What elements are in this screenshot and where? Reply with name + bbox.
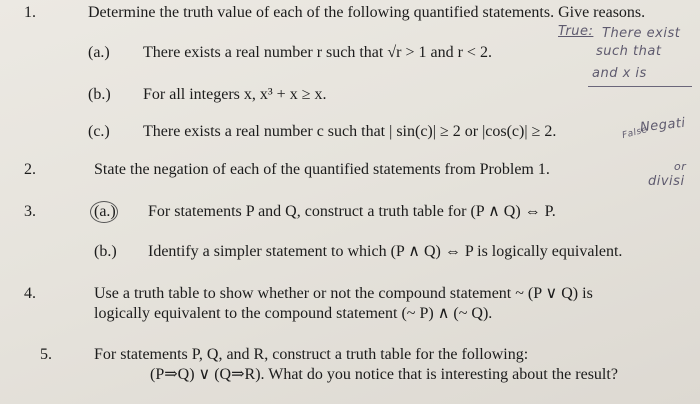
problem-3a-label: (a.): [94, 203, 116, 220]
handwritten-true-label: True:: [558, 24, 594, 39]
problem-5-line-2: (P⇒Q) ∨ (Q⇒R). What do you notice that is interesting about the result?: [150, 366, 618, 383]
problem-1a-label: (a.): [88, 44, 110, 61]
problem-2-number: 2.: [24, 161, 36, 178]
problem-3b-text: Identify a simpler statement to which (P ∧ Q) ⇔ P is logically equivalent.: [148, 243, 623, 260]
handwritten-or-note: or: [674, 160, 687, 173]
problem-1-text: Determine the truth value of each of the following quantified statements. Give reasons.: [88, 4, 646, 21]
problem-3a-text: For statements P and Q, construct a truth table for (P ∧ Q) ⇔ P.: [148, 203, 556, 220]
problem-3b-label: (b.): [94, 243, 117, 260]
problem-5-number: 5.: [40, 346, 52, 363]
problem-4-line-1: Use a truth table to show whether or not the compound statement ~ (P ∨ Q) is: [94, 285, 593, 302]
handwritten-negation-note: Negati: [639, 115, 687, 136]
handwritten-note-line-3: and x is: [592, 66, 647, 81]
problem-4-number: 4.: [24, 285, 36, 302]
handwritten-note-line-1: There exist: [602, 26, 681, 41]
handwritten-note-line-2: such that: [596, 44, 662, 59]
problem-1a-text: There exists a real number r such that √r > 1 and r < 2.: [143, 44, 492, 61]
handwritten-divis-note: divisi: [648, 174, 685, 189]
problem-1c-label: (c.): [88, 123, 110, 140]
problem-1c-text: There exists a real number c such that | sin(c)| ≥ 2 or |cos(c)| ≥ 2.: [143, 123, 557, 140]
handwritten-false-label: False: [621, 125, 649, 141]
problem-5-line-1: For statements P, Q, and R, construct a truth table for the following:: [94, 346, 529, 363]
problem-4-line-2: logically equivalent to the compound statement (~ P) ∧ (~ Q).: [94, 305, 493, 322]
problem-1b-text: For all integers x, x³ + x ≥ x.: [143, 86, 327, 103]
problem-2-text: State the negation of each of the quantified statements from Problem 1.: [94, 161, 550, 178]
problem-1-number: 1.: [24, 4, 36, 21]
problem-3-number: 3.: [24, 203, 36, 220]
problem-1b-label: (b.): [88, 86, 111, 103]
handwritten-underline: [588, 86, 692, 87]
